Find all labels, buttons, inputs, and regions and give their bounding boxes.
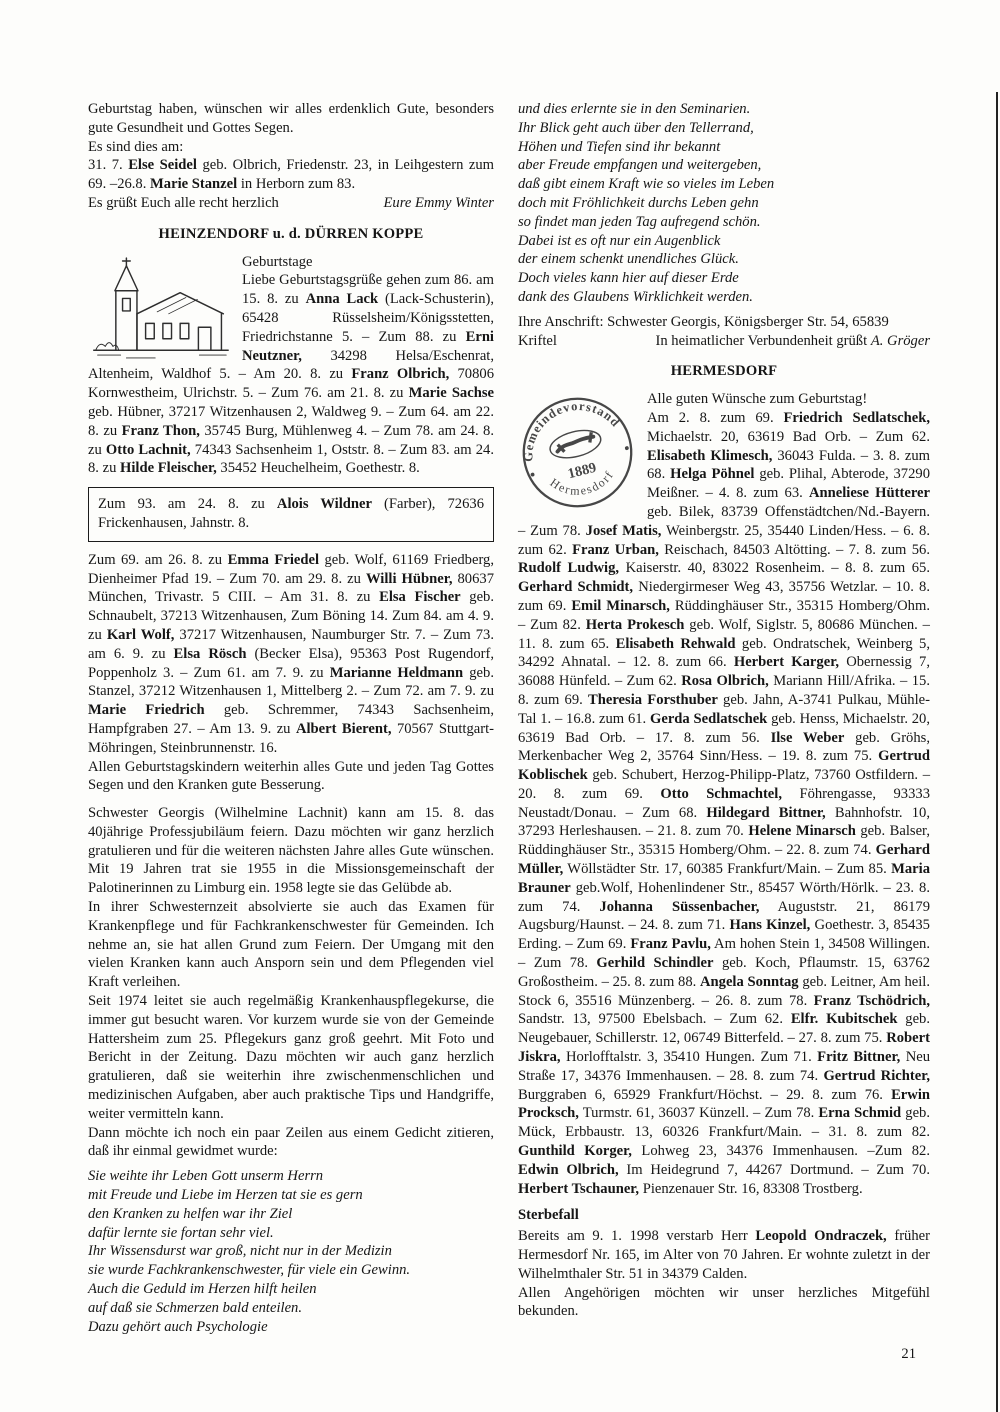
poem-part-2: und dies erlernte sie in den Seminarien. Ihr Blick geht auch über den Tellerrand, Höhen und Tiefen sind ihr bekannt aber Freude empfangen und weitergeben, daß gibt einem Kraft wie so vieles im Leben doch mit Fröhlichkeit durchs Leben gehn so findet man jeden Tag aufregend schön. Dabei ist es oft nur ein Augenblick der einem schenkt unendliches Glück. Doch vieles kann hier auf dieser Erde dank des Glaubens Wirklichkeit werden. — [518, 101, 775, 305]
birthday-dates-paragraph: 31. 7. Else Seidel geb. Olbrich, Friedenstr. 23, in Leihgestern zum 69. –26.8. Marie Stanzel in Herborn zum 83. — [88, 157, 495, 193]
heinzendorf-birthdays-paragraph-1: Liebe Geburtstagsgrüße gehen zum 86. am 15. 8. zu Anna Lack (Lack-Schusterin), 65428 Rüsselsheim/Königsstetten, Friedrichstanne 5. – Zum 88. zu Erni Neutzner, 34298 Helsa/Eschenrat, Altenheim, Waldhof 5. – Am 20. 8. zu Franz Olbrich, 70806 Kornwestheim, Ulrichstr. 5. – Zum 76. am 21. 8. zu Marie Sachse geb. Hübner, 37217 Witzenhausen 2, Waldweg 9. – Zum 64. am 22. 8. zu Franz Thon, 35745 Burg, Mühlenweg 4. – Zum 78. am 24. 8. zu Otto Lachnit, 74343 Sachsenheim 1, Oststr. 8. – Zum 83. am 24. 8. zu Hilde Fleischer, 35452 Heuchelheim, Goethestr. 8. — [88, 272, 494, 477]
address-line-1: Ihre Anschrift: Schwester Georgis, Königsberger Str. 54, 65839 — [518, 313, 889, 330]
greeting-signature: Eure Emmy Winter — [383, 194, 494, 211]
seal-ring-bottom-text: Hermesdorf — [547, 467, 617, 499]
hermesdorf-birthdays-paragraph: Am 2. 8. zum 69. Friedrich Sedlatschek, Michaelstr. 20, 63619 Bad Orb. – Zum 62. Elisabeth Klimesch, 36043 Fulda. – 3. 8. zum 68. Helga Pöhnel geb. Plihal, Abterode, 37290 Meißner. – 4. 8. zum 63. Anneliese Hütterer geb. Bilek, 83739 Offenstädtchen/Nd.-Bayern. – Zum 78. Josef Matis, Weinbergstr. 25, 35440 Linden/Hess. – 6. 8. zum 62. Franz Urban, Reischach, 84503 Altötting. – 7. 8. zum 56. Rudolf Ludwig, Kaiserstr. 40, 83022 Rosenheim. – 8. 8. zum 65. Gerhard Schmidt, Niedergirmeser Weg 43, 35756 Wetzlar. – 10. 8. zum 69. Emil Minarsch, Rüddinghäuser Str., 35315 Homberg/Ohm. – Zum 82. Herta Prokesch geb. Wolf, Siglstr. 5, 80686 München. – 11. 8. zum 65. Elisabeth Rehwald geb. Ondratschek, Weinberg 5, 34292 Ahnatal. – 12. 8. zum 66. Herbert Karger, Obernessig 7, 36088 Hünfeld. – Zum 62. Rosa Olbrich, Mariann Hill/Afrika. – 15. 8. zum 69. Theresia Forsthuber geb. Jahn, A-3741 Pulkau, Mühle-Tal 1. – 16.8. zum 61. Gerda Sedlatschek geb. Henss, Michaelstr. 20, 63619 Bad Orb. – 17. 8. zum 56. Ilse Weber geb. Gröhs, Merkenbacher Weg 2, 35764 Sinn/Hess. – 19. 8. zum 75. Gertrud Koblischek geb. Schubert, Herzog-Philipp-Platz, 73760 Ostfildern. – 20. 8. zum 69. Otto Schmachtel, Föhrengasse, 93333 Neustadt/Donau. – Zum 68. Hildegard Bittner, Bahnhofstr. 10, 37293 Herleshausen. – 21. 8. zum 70. Helene Minarsch geb. Balser, Rüddinghäuser Str., 35315 Homberg/Ohm. – 22. 8. zum 74. Gerhard Müller, Wöllstädter Str. 17, 60385 Frankfurt/Main. – Zum 85. Maria Brauner geb.Wolf, Hohenlindener Str., 85457 Wörth/Hörlk. – 23. 8. zum 74. Johanna Süssenbacher, Auguststr. 21, 86179 Augsburg/Haunst. – 24. 8. zum 71. Hans Kinzel, Goethestr. 3, 85435 Erding. – Zum 69. Franz Pavlu, Am hohen Stein 1, 34508 Willingen. – Zum 78. Gerhild Schindler geb. Koch, Pflaumstr. 15, 63762 Großostheim. – 25. 8. zum 88. Angela Sonntag geb. Leitner, Am heil. Stock 6, 35516 Münzenberg. – 26. 8. zum 78. Franz Tschödrich, Sandstr. 13, 97500 Ebelsbach. – Zum 62. Elfr. Kubitschek geb. Neugebauer, Schillerstr. 12, 06749 Bitterfeld. – 27. 8. zum 75. Robert Jiskra, Horlofftalstr. 3, 35410 Hungen. Zum 71. Fritz Bittner, Neu Straße 17, 34376 Immenhausen. – 28. 8. zum 74. Gertrud Richter, Burggraben 6, 65929 Frankfurt/Höchst. – 29. 8. zum 76. Erwin Procksch, Turmstr. 61, 36037 Künzell. – Zum 78. Erna Schmid geb. Mück, Erbbaustr. 13, 60326 Frankfurt/Main. – 31. 8. zum 82. Gunthild Korger, Lohweg 23, 34376 Immenhausen. –Zum 82. Edwin Olbrich, Im Heidegrund 7, 44267 Dortmund. – Zum 70. Herbert Tschauner, Pienzenauer Str. 16, 83308 Trostberg. — [518, 409, 931, 1197]
hermesdorf-section — [518, 390, 930, 1198]
poem-part-1: Sie weihte ihr Leben Gott unserm Herrn mit Freude und Liebe im Herzen tat sie es gern den Kranken zu helfen war ihr Ziel dafür lernte sie fortan sehr viel. Ihr Wissensdurst war groß, nicht nur in der Medizin sie wurde Fachkrankenschwester, für viele ein Gewinn. Auch die Geduld im Herzen hilft heilen auf daß sie Schmerzen bald enteilen. Dazu gehört auch Psychologie — [88, 1168, 411, 1335]
svg-text:Gemeindevorstand — [518, 393, 628, 465]
hermesdorf-heading: HERMESDORF — [670, 363, 778, 380]
greeting-text: Es grüßt Euch alle recht herzlich — [88, 194, 279, 211]
church-illustration — [88, 256, 232, 362]
scan-edge-artifact — [996, 92, 998, 1412]
georgis-paragraph-4: Dann möchte ich noch ein paar Zeilen aus einem Gedicht zitieren, daß ihr einmal gewidmet wurde: — [88, 1124, 494, 1160]
intro-list-label: Es sind dies am: — [88, 138, 184, 155]
address-city: Kriftel — [518, 332, 557, 349]
address-signature-line — [518, 332, 930, 351]
intro-continuation-paragraph: Geburtstag haben, wünschen wir alles erdenklich Gute, besonders gute Gesundheit und Gottes Segen. — [88, 101, 494, 136]
heinzendorf-heading: HEINZENDORF u. d. DÜRREN KOPPE — [158, 225, 424, 242]
right-column — [518, 100, 930, 1336]
page-number: 21 — [901, 1346, 916, 1362]
sterbefall-heading: Sterbefall — [518, 1207, 579, 1224]
seal-ring-top-text: Gemeindevorstand — [521, 399, 624, 462]
georgis-paragraph-3: Seit 1974 leitet sie auch regelmäßig Krankenhauspflegekurse, die immer gut besucht waren. Vor kurzem wurde sie von der Gemeinde Hattersheim zum 25. Pflegekurs ganz groß geehrt. Mit Foto und Bericht in der Zeitung. Dazu möchten wir auch ganz herzlich gratulieren, daß sie weiterhin ihre zwischenmenschlichen und medizinischen Aufgaben, aber auch praktische Tips und Handgriffe, weiter vermitteln kann. — [88, 993, 494, 1122]
hermesdorf-intro-line: Alle guten Wünsche zum Geburtstag! — [647, 391, 868, 408]
hermesdorf-seal — [518, 393, 637, 512]
greeting-signature-line — [88, 194, 494, 213]
geburtstage-label: Geburtstage — [242, 253, 313, 270]
heinzendorf-section — [88, 253, 494, 479]
boxed-birthday-note: Zum 93. am 24. 8. zu Alois Wildner (Farber), 72636 Frickenhausen, Jahnstr. 8. — [88, 487, 494, 542]
closing-signature-name: A. Gröger — [870, 332, 930, 349]
seal-year: 1889 — [566, 459, 598, 483]
heinzendorf-birthdays-paragraph-2: Zum 69. am 26. 8. zu Emma Friedel geb. Wolf, 61169 Friedberg, Dienheimer Pfad 19. – Zum 70. am 29. 8. zu Willi Hübner, 80637 München, Trivastr. 5 CIII. – Am 31. 8. zu Elsa Fischer geb. Schnaubelt, 37213 Witzenhausen, Zum Böning 14. Zum 84. am 4. 9. zu Karl Wolf, 37217 Witzenhausen, Naumburger Str. 7. – Zum 73. am 6. 9. zu Elsa Rösch (Becker Elsa), 95363 Post Rugendorf, Poppenholz 3. – Zum 61. am 7. 9. zu Marianne Heldmann geb. Stanzel, 37212 Witzenhausen 1, Mittelberg 2. – Zum 72. am 7. 9. zu Marie Friedrich geb. Schremmer, 74343 Sachsenheim, Hampfgraben 27. – Am 13. 9. zu Albert Bierent, 70567 Stuttgart-Möhringen, Steinbrunnenstr. 16. — [88, 551, 494, 756]
closing-greeting-text: In heimatlicher Verbundenheit grüßt — [655, 332, 871, 349]
handshake-frame — [547, 426, 603, 463]
condolence-paragraph: Allen Angehörigen möchten wir unser herzliches Mitgefühl bekunden. — [518, 1284, 930, 1320]
closing-greeting — [655, 332, 930, 351]
sterbefall-paragraph: Bereits am 9. 1. 1998 verstarb Herr Leopold Ondraczek, früher Hermesdorf Nr. 165, im Alter von 70 Jahren. Er wohnte zuletzt in der Wilhelmthaler Str. 51 in 34379 Calden. — [518, 1228, 930, 1282]
georgis-paragraph-1: Schwester Georgis (Wilhelmine Lachnit) kann am 15. 8. das 40jährige Professjubiläum feiern. Dazu möchten wir ganz herzlich gratulieren und für die weiteren nächsten Jahre alles Gute wünschen. Mit 19 Jahren trat sie 1955 in die Missionsgemeinschaft der Palotinerinnen zu Limburg ein. 1958 legte sie das Gelübde ab. — [88, 805, 494, 897]
georgis-paragraph-2: In ihrer Schwesternzeit absolvierte sie auch das Examen für Krankenpflege und für Fachkrankenschwester für Gemeinden. Ich nehme an, sie hat allen Grund zum Feiern. Der Umgang mit den vielen Kranken kann auch Ansporn sein und dem Pflegenden viel Kraft verleihen. — [88, 899, 494, 991]
left-column — [88, 100, 494, 1336]
birthday-wishes-paragraph: Allen Geburtstagskindern weiterhin alles Gute und jeden Tag Gottes Segen und den Kranken gute Besserung. — [88, 758, 494, 794]
